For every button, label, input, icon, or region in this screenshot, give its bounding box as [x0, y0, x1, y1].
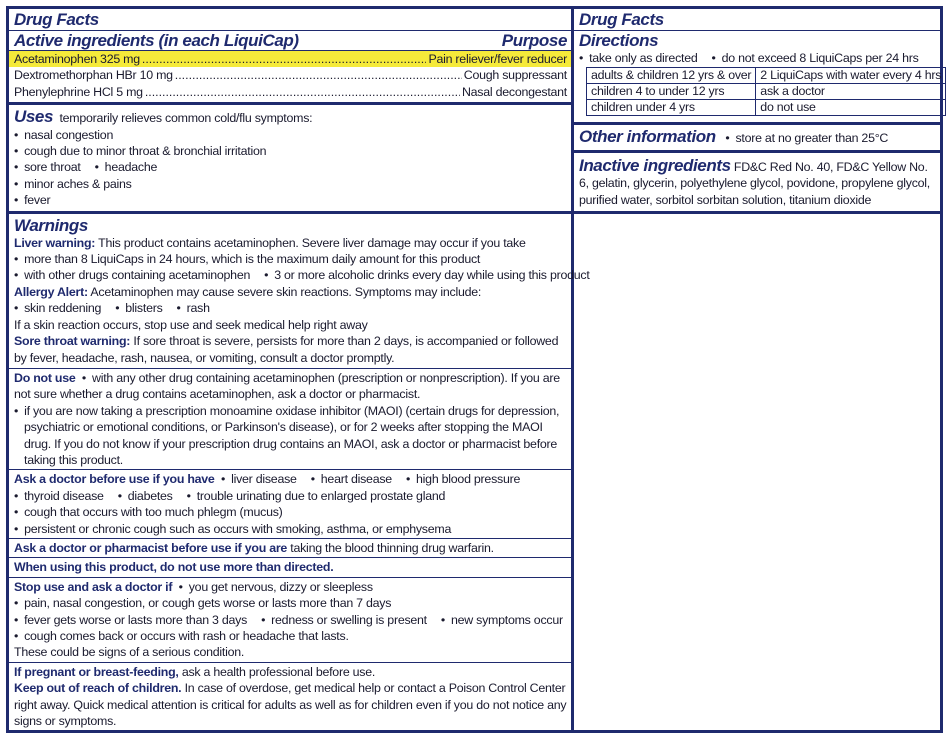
- ingredient-name: Phenylephrine HCl 5 mg: [14, 84, 143, 99]
- directions-row: [587, 100, 946, 116]
- use-item: • minor aches & pains: [14, 176, 567, 192]
- stop-item: • fever gets worse or lasts more than 3 days: [14, 613, 247, 627]
- active-ingredients-title: Active ingredients (in each LiquiCap): [14, 31, 299, 50]
- active-ingredients-header: [9, 31, 571, 50]
- ingredient-name: Dextromethorphan HBr 10 mg: [14, 68, 173, 83]
- use-item: • fever: [14, 192, 567, 210]
- directions-items: [574, 50, 940, 67]
- stop-item: • you get nervous, dizzy or sleepless: [179, 580, 373, 594]
- allergy-item: • skin reddening: [14, 301, 101, 315]
- active-row: [9, 67, 571, 83]
- allergy-alert-text: Acetaminophen may cause severe skin reactions. Symptoms may include:: [90, 284, 482, 299]
- warnings-section: [9, 214, 590, 368]
- ask-pharmacist-label: Ask a doctor or pharmacist before use if you are: [14, 540, 288, 555]
- drug-facts-title-continued: Drug Facts: [579, 10, 664, 29]
- liver-item: • 3 or more alcoholic drinks every day while using this product: [264, 268, 589, 282]
- do-not-use-item: • if you are now taking a prescription monoamine oxidase inhibitor (MAOI) (certain drugs for depression, psychiatric or emotional conditions, or Parkinson's disease), or for 2 weeks after stopping the MAOI drug. If you do not know if your prescription drug contains an MAOI, ask a doctor or pharmacist before taking this product.: [14, 403, 567, 469]
- age-group: children 4 to under 12 yrs: [587, 84, 756, 100]
- dot-leader: [142, 51, 427, 67]
- left-column: [9, 9, 590, 730]
- ask-item: • trouble urinating due to enlarged prostate gland: [187, 489, 446, 503]
- liver-item: • with other drugs containing acetaminophen: [14, 268, 250, 282]
- active-row: [9, 84, 571, 102]
- ingredient-purpose: Cough suppressant: [463, 68, 567, 83]
- pregnancy-label: If pregnant or breast-feeding,: [14, 664, 179, 679]
- inactive-ingredients-text: FD&C Red No. 40, FD&C Yellow No. 6, gelatin, glycerin, polyethylene glycol, povidone, propylene glycol, purified water, sorbitol sorbitan solution, titanium dioxide: [579, 159, 931, 207]
- allergy-after-text: If a skin reaction occurs, stop use and seek medical help right away: [14, 317, 368, 332]
- right-column: [574, 9, 940, 730]
- use-item: • sore throat: [14, 160, 81, 174]
- do-not-use-item: • with any other drug containing acetaminophen (prescription or nonprescription). If you are not sure whether a drug contains acetaminophen, ask a doctor or pharmacist.: [14, 371, 560, 401]
- when-using-text: When using this product, do not use more than directed.: [14, 560, 334, 575]
- other-information-section: [574, 125, 940, 149]
- liver-warning-label: Liver warning:: [14, 235, 96, 250]
- inactive-ingredients-section: [574, 153, 940, 211]
- dose: ask a doctor: [756, 84, 946, 100]
- stop-item: • pain, nasal congestion, or cough gets worse or lasts more than 7 days: [14, 595, 567, 611]
- pregnancy-text: ask a health professional before use.: [181, 664, 376, 679]
- stop-after-text: These could be signs of a serious condition.: [14, 645, 245, 660]
- ingredient-purpose: Pain reliever/fever reducer: [428, 52, 567, 66]
- ask-item: • diabetes: [118, 489, 173, 503]
- stop-use-section: [9, 578, 571, 662]
- do-not-use-section: [9, 369, 571, 469]
- liver-item: • more than 8 LiquiCaps in 24 hours, which is the maximum daily amount for this product: [14, 251, 567, 267]
- ask-item: • liver disease: [221, 472, 297, 486]
- ask-pharmacist-text: taking the blood thinning drug warfarin.: [290, 540, 494, 555]
- ask-doctor-section: [9, 470, 571, 538]
- uses-title: Uses: [14, 107, 54, 127]
- stop-item: • cough comes back or occurs with rash or headache that lasts.: [14, 628, 567, 644]
- drug-facts-label: [6, 6, 943, 733]
- keep-out-label: Keep out of reach of children.: [14, 681, 182, 696]
- pregnancy-section: [9, 663, 571, 730]
- other-information-title: Other information: [579, 127, 716, 147]
- dot-leader: [145, 84, 460, 100]
- uses-section: [9, 105, 571, 210]
- sore-throat-label: Sore throat warning:: [14, 334, 131, 349]
- drug-facts-title: Drug Facts: [14, 10, 99, 29]
- stop-item: • new symptoms occur: [441, 613, 563, 627]
- ask-item: • high blood pressure: [406, 472, 520, 486]
- stop-item: • redness or swelling is present: [261, 613, 427, 627]
- age-group: children under 4 yrs: [587, 100, 756, 116]
- use-item: • nasal congestion: [14, 127, 567, 143]
- keep-out-text: In case of overdose, get medical help or contact a Poison Control Center right away. Quick medical attention is critical for adults as well as for children even if you do not notice any signs or symptoms.: [14, 681, 567, 729]
- ingredient-purpose: Nasal decongestant: [461, 84, 567, 99]
- do-not-use-label: Do not use: [14, 370, 76, 385]
- age-group: adults & children 12 yrs & over: [587, 68, 756, 84]
- allergy-alert-label: Allergy Alert:: [14, 284, 88, 299]
- other-information-text: • store at no greater than 25°C: [725, 131, 888, 145]
- sore-throat-warning: [14, 333, 567, 368]
- allergy-item: • blisters: [115, 301, 162, 315]
- purpose-label: Purpose: [501, 31, 567, 50]
- ask-item: • heart disease: [311, 472, 392, 486]
- use-item: • headache: [95, 160, 158, 174]
- sore-throat-text: If sore throat is severe, persists for more than 2 days, is accompanied or followed by fever, headache, rash, nausea, or vomiting, consult a doctor promptly.: [14, 334, 559, 365]
- ask-pharmacist-section: [9, 539, 571, 557]
- allergy-item: • rash: [177, 301, 210, 315]
- dose: 2 LiquiCaps with water every 4 hrs: [756, 68, 946, 84]
- use-item: • cough due to minor throat & bronchial irritation: [14, 143, 567, 159]
- liver-warning-text: This product contains acetaminophen. Severe liver damage may occur if you take: [98, 235, 526, 250]
- stop-use-label: Stop use and ask a doctor if: [14, 579, 173, 594]
- directions-row: [587, 68, 946, 84]
- uses-intro: temporarily relieves common cold/flu symptoms:: [59, 111, 313, 126]
- when-using-section: [9, 558, 571, 576]
- ask-item: • cough that occurs with too much phlegm (mucus): [14, 504, 567, 520]
- ask-doctor-label: Ask a doctor before use if you have: [14, 472, 215, 487]
- inactive-ingredients-title: Inactive ingredients: [579, 155, 731, 175]
- directions-table: [586, 67, 946, 116]
- ingredient-name: Acetaminophen 325 mg: [14, 52, 140, 66]
- direction-item: • do not exceed 8 LiquiCaps per 24 hrs: [712, 51, 919, 65]
- warnings-title: Warnings: [14, 215, 88, 235]
- ask-item: • thyroid disease: [14, 489, 104, 503]
- active-row: [9, 51, 571, 67]
- directions-row: [587, 84, 946, 100]
- direction-item: • take only as directed: [579, 51, 698, 65]
- directions-title: Directions: [579, 31, 659, 50]
- dot-leader: [175, 67, 462, 83]
- ask-item: • persistent or chronic cough such as occurs with smoking, asthma, or emphysema: [14, 521, 567, 537]
- dose: do not use: [756, 100, 946, 116]
